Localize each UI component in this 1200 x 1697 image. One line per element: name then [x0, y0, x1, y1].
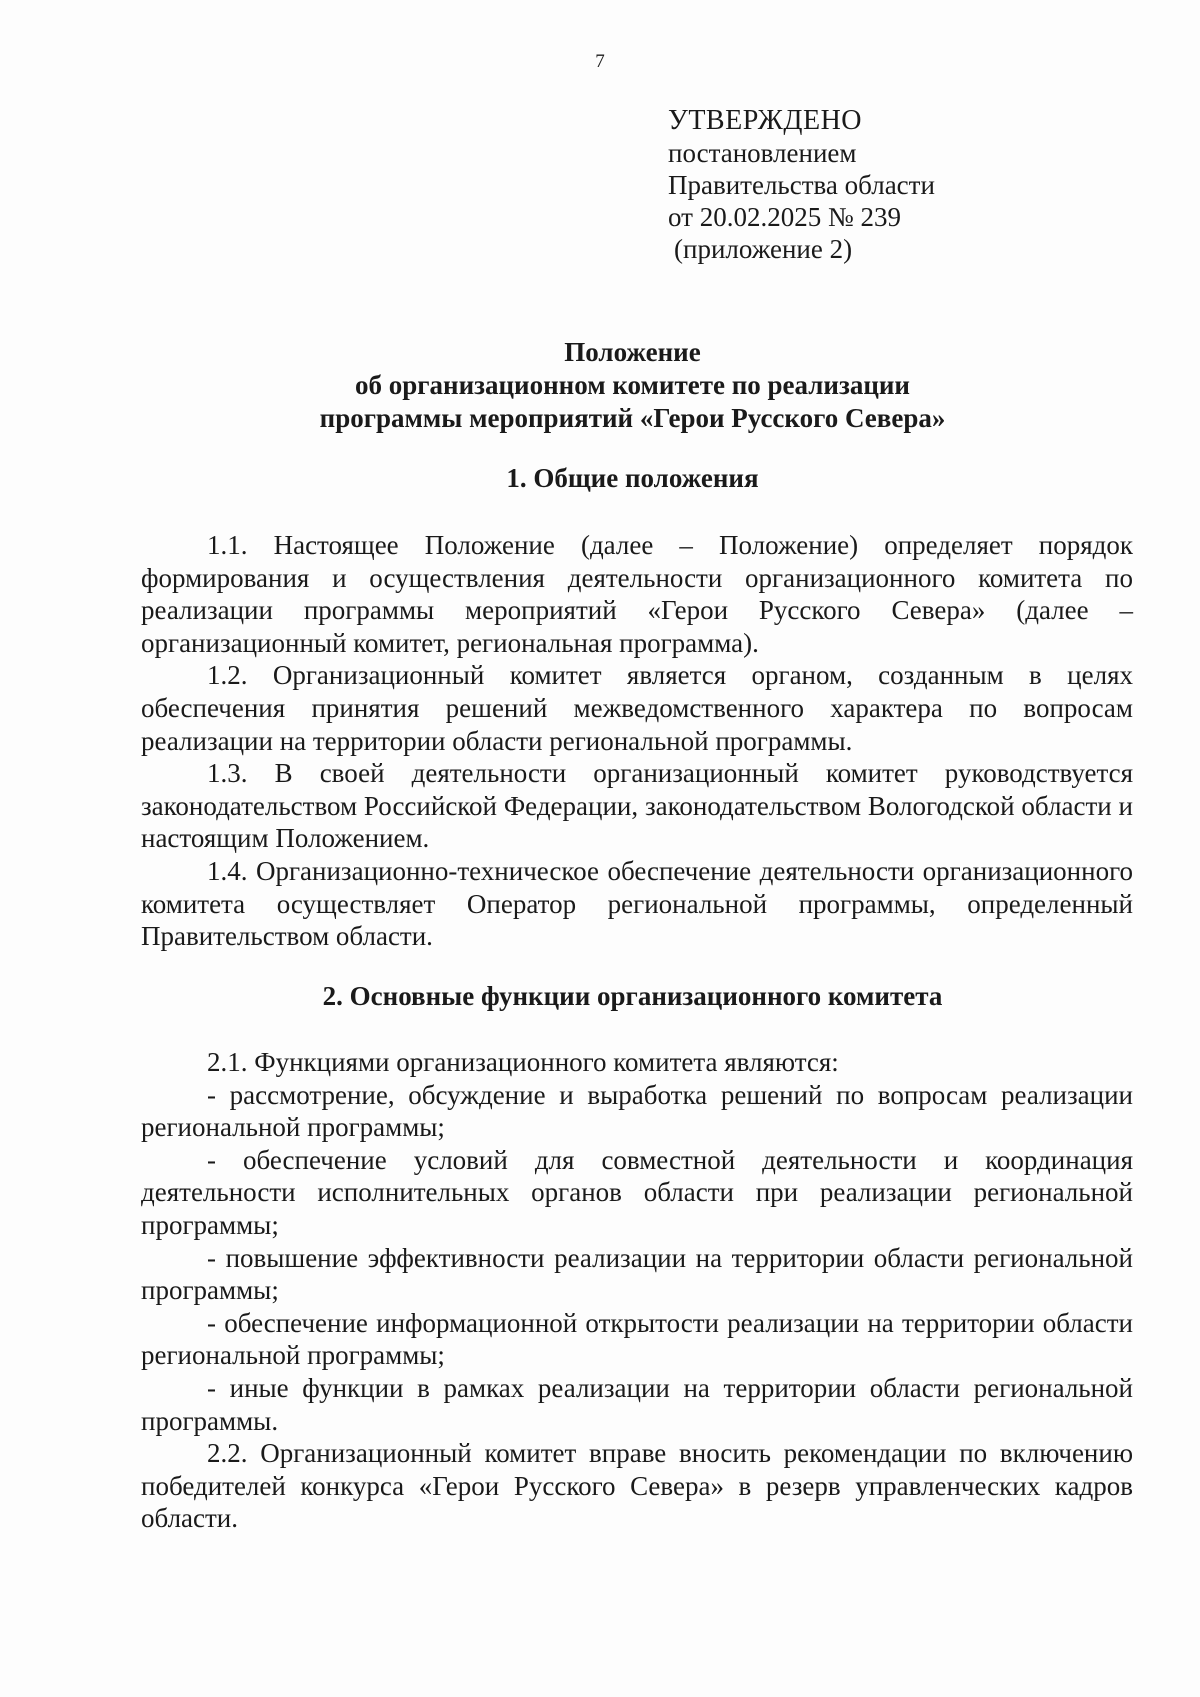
section-body-general: [141, 529, 1133, 953]
paragraph-1-2: 1.2. Организационный комитет является органом, созданным в целях обеспечения принятия решений межведомственного характера по вопросам реализации на территории области региональной программы.: [141, 660, 1133, 756]
function-item: - рассмотрение, обсуждение и выработка решений по вопросам реализации региональной программы;: [141, 1079, 1133, 1143]
approval-line-2: Правительства области: [668, 170, 935, 200]
approval-title: УТВЕРЖДЕНО: [668, 105, 863, 136]
section-body-functions: [141, 1046, 1133, 1535]
function-item: - повышение эффективности реализации на территории области региональной программы;: [141, 1242, 1133, 1306]
paragraph-1-1: 1.1. Настоящее Положение (далее – Положение) определяет порядок формирования и осуществления деятельности организационного комитета по реализации программы мероприятий «Герои Русского Севера» (далее – организационный комитет, региональная программа).: [141, 530, 1133, 658]
document-title-line-2: об организационном комитете по реализации: [355, 370, 910, 400]
approval-line-1: постановлением: [668, 138, 857, 168]
document-title: [140, 336, 1125, 435]
paragraph-2-1: 2.1. Функциями организационного комитета являются:: [207, 1047, 839, 1077]
function-item: - обеспечение условий для совместной деятельности и координация деятельности исполнительных органов области при реализации региональной программы;: [141, 1144, 1133, 1240]
function-item: - иные функции в рамках реализации на территории области региональной программы.: [141, 1372, 1133, 1436]
page-number: 7: [595, 51, 605, 72]
approval-line-3: от 20.02.2025 № 239: [668, 202, 901, 232]
paragraph-1-4: 1.4. Организационно-техническое обеспечение деятельности организационного комитета осуществляет Оператор региональной программы, определенный Правительством области.: [141, 855, 1133, 952]
function-item: - обеспечение информационной открытости реализации на территории области региональной программы;: [141, 1307, 1133, 1371]
document-title-line-3: программы мероприятий «Герои Русского Севера»: [319, 403, 946, 433]
document-title-line-1: Положение: [564, 337, 701, 367]
approval-stamp: [668, 105, 1128, 265]
section-heading-general: 1. Общие положения: [506, 463, 759, 493]
paragraph-2-2: 2.2. Организационный комитет вправе вносить рекомендации по включению победителей конкурса «Герои Русского Севера» в резерв управленческих кадров области.: [141, 1438, 1133, 1534]
section-heading-functions: 2. Основные функции организационного комитета: [322, 981, 943, 1011]
paragraph-1-3: 1.3. В своей деятельности организационный комитет руководствуется законодательством Российской Федерации, законодательством Вологодской области и настоящим Положением.: [141, 758, 1133, 854]
approval-line-4: (приложение 2): [674, 234, 853, 264]
